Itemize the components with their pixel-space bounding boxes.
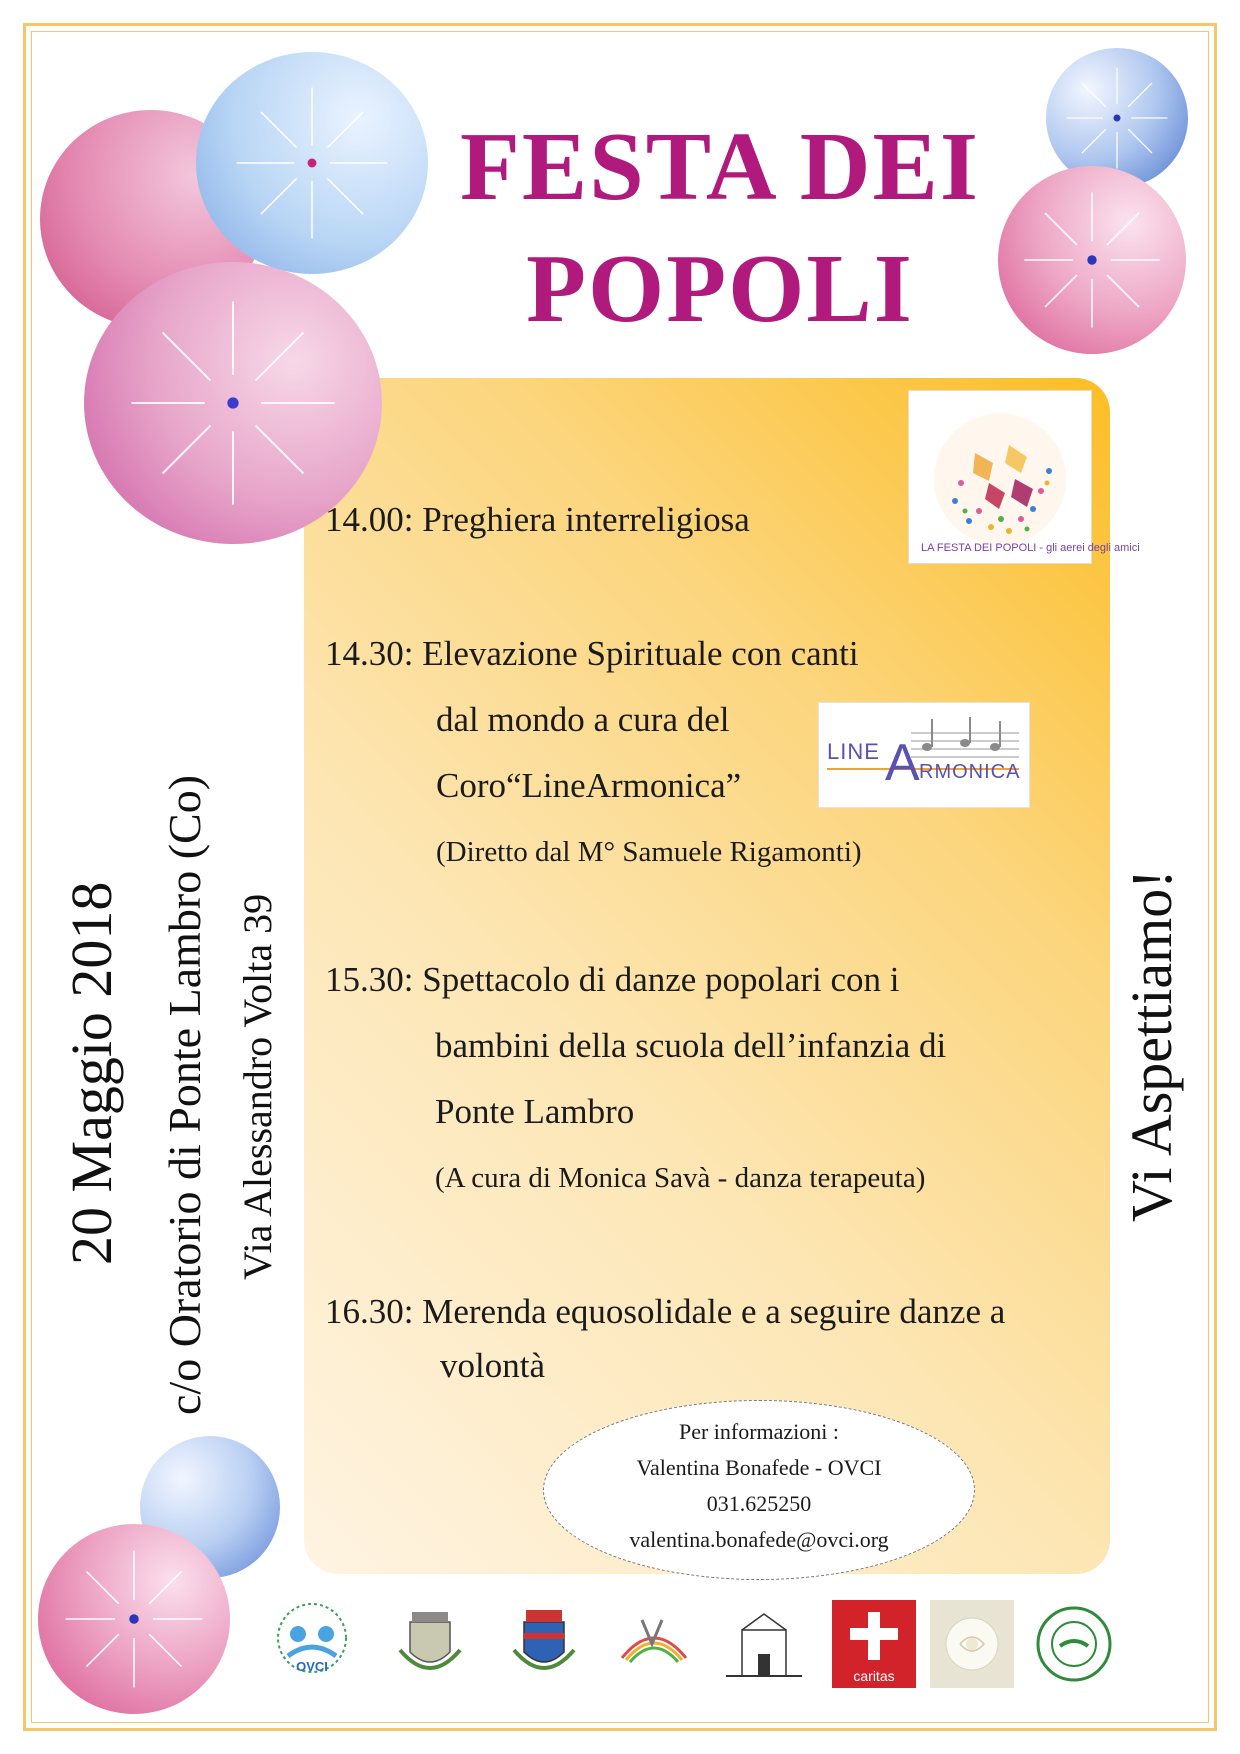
schedule-activity-cont: volontà <box>440 1346 545 1385</box>
schedule-line: 14.30: Elevazione Spirituale con canti <box>325 634 859 673</box>
choir-logo-text-2: RMONICA <box>919 761 1021 783</box>
schedule-activity: Elevazione Spirituale con canti <box>422 634 859 673</box>
anniversary-logo <box>612 1600 696 1688</box>
ovci-icon <box>270 1600 354 1688</box>
crest-icon <box>388 1600 472 1688</box>
rose-icon <box>930 1600 1014 1688</box>
schedule-activity-cont: Ponte Lambro <box>435 1092 635 1131</box>
schedule-activity-cont: bambini della scuola dell’infanzia di <box>435 1026 947 1065</box>
sparkle-icon <box>38 1524 230 1714</box>
church-icon <box>722 1600 806 1688</box>
schedule-activity-cont: Coro“LineArmonica” <box>436 766 742 805</box>
schedule-line: 15.30: Spettacolo di danze popolari con i <box>325 960 900 999</box>
schedule-note: (Diretto dal M° Samuele Rigamonti) <box>436 836 862 868</box>
page-title-line2: POPOLI <box>526 235 914 343</box>
caritas-logo-text: caritas <box>853 1668 895 1684</box>
choir-logo-text: LINE <box>827 739 880 764</box>
ovci-logo <box>270 1600 354 1688</box>
schedule-line: 16.30: Merenda equosolidale e a seguire danze a <box>325 1292 1006 1331</box>
crest-icon <box>502 1600 586 1688</box>
choir-logo-letter: A <box>885 734 920 792</box>
municipal-crest <box>502 1600 586 1688</box>
event-date: 20 Maggio 2018 <box>59 881 124 1265</box>
rainbow-icon <box>612 1600 696 1688</box>
municipal-crest <box>388 1600 472 1688</box>
event-venue: c/o Oratorio di Ponte Lambro (Co) <box>159 774 210 1415</box>
sponsor-logos <box>270 1600 1120 1692</box>
circular-association-logo <box>1032 1600 1116 1688</box>
schedule-activity-cont: dal mondo a cura del <box>436 700 730 739</box>
festa-dei-popoli-logo <box>908 390 1140 564</box>
contact-phone: 031.625250 <box>706 1491 812 1516</box>
schedule-time: 16.30 <box>325 1292 404 1331</box>
handshake-seal-icon <box>1032 1600 1116 1688</box>
schedule-activity: Spettacolo di danze popolari con i <box>422 960 900 999</box>
schedule-time: 14.00 <box>325 500 404 539</box>
contact-info <box>543 1400 975 1580</box>
festa-logo-text: LA FESTA DEI POPOLI - gli aerei degli amici <box>921 542 1140 554</box>
ovci-logo-text: OVCI <box>296 1659 328 1674</box>
caritas-logo <box>832 1600 916 1688</box>
welcome-message: Vi Aspettiamo! <box>1119 869 1184 1222</box>
linearmonica-logo <box>818 702 1030 808</box>
schedule-line: 14.00: Preghiera interreligiosa <box>325 500 750 539</box>
contact-heading: Per informazioni : <box>678 1419 840 1444</box>
event-address: Via Alessandro Volta 39 <box>235 893 280 1280</box>
festa-logo-icon <box>909 391 1140 563</box>
schedule-activity: Preghiera interreligiosa <box>422 500 750 539</box>
page-title: FESTA DEI <box>460 113 980 221</box>
schedule-activity: Merenda equosolidale e a seguire danze a <box>422 1292 1006 1331</box>
decorative-orb-pink <box>38 1524 230 1714</box>
white-rose-logo <box>930 1600 1014 1688</box>
church-drawing <box>722 1600 806 1688</box>
schedule-note: (A cura di Monica Savà - danza terapeuta) <box>435 1162 926 1194</box>
contact-name: Valentina Bonafede - OVCI <box>636 1455 882 1480</box>
schedule-time: 15.30 <box>325 960 404 999</box>
schedule-time: 14.30 <box>325 634 404 673</box>
contact-email[interactable]: valentina.bonafede@ovci.org <box>629 1527 889 1552</box>
